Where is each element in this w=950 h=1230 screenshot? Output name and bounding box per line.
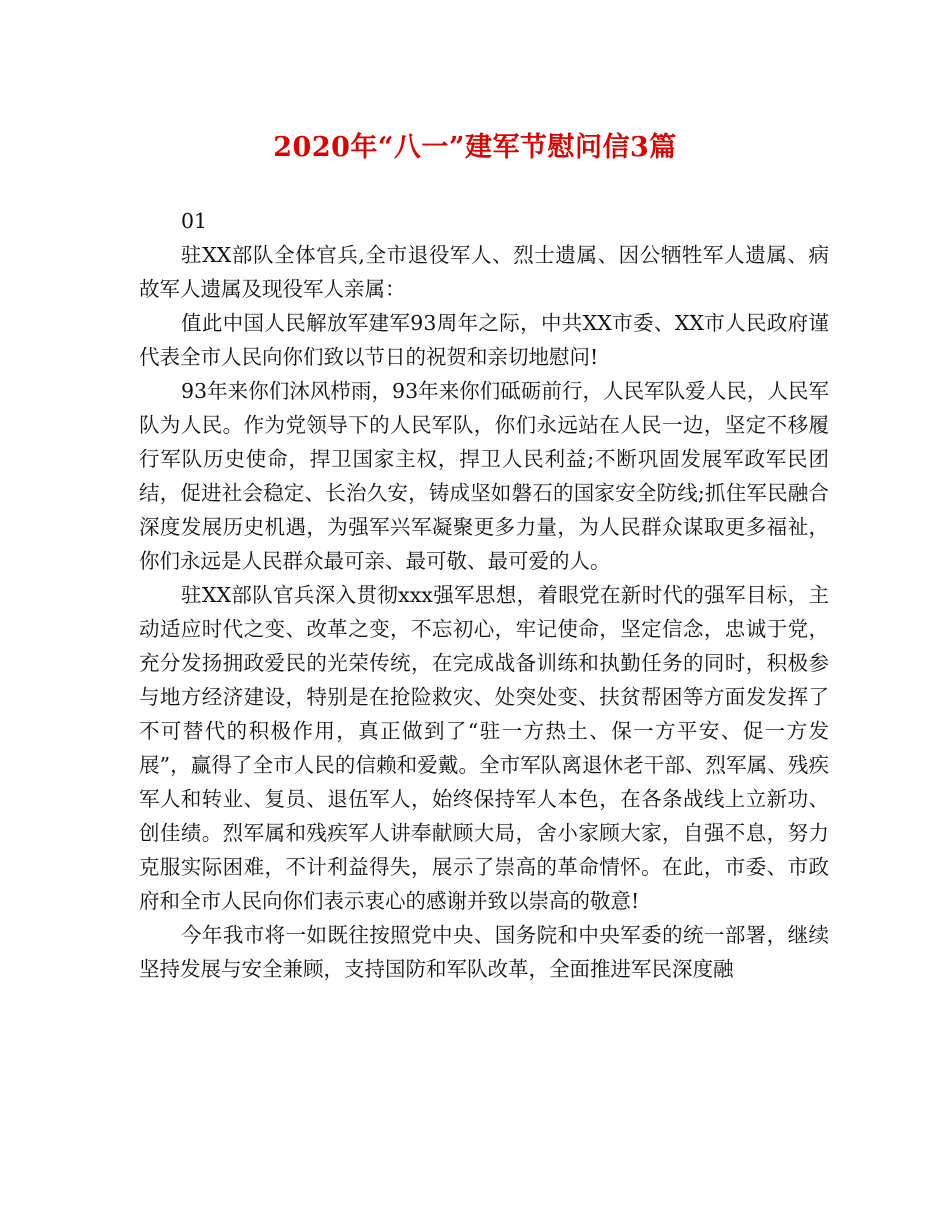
paragraph-greeting: 值此中国人民解放军建军93周年之际，中共XX市委、XX市人民政府谨代表全市人民向你们致以节日的祝贺和亲切地慰问! — [139, 311, 829, 369]
document-title: 2020年“八一”建军节慰问信3篇 — [273, 132, 677, 163]
paragraph-plans: 今年我市将一如既往按照党中央、国务院和中央军委的统一部署，继续坚持发展与安全兼顾，支持国防和军队改革，全面推进军民深度融 — [139, 923, 829, 981]
document-body — [139, 204, 829, 986]
paragraph-history: 93年来你们沐风栉雨，93年来你们砥砺前行，人民军队爱人民，人民军队为人民。作为党领导下的人民军队，你们永远站在人民一边，坚定不移履行军队历史使命，捍卫国家主权，捍卫人民利益;不断巩固发展军政军民团结，促进社会稳定、长治久安，铸成坚如磐石的国家安全防线;抓住军民融合深度发展历史机遇，为强军兴军凝聚更多力量，为人民群众谋取更多福祉，你们永远是人民群众最可亲、最可敬、最可爱的人。 — [139, 379, 829, 573]
paragraph-salutation: 驻XX部队全体官兵,全市退役军人、烈士遗属、因公牺牲军人遗属、病故军人遗属及现役军人亲属： — [139, 243, 829, 301]
paragraph-achievements: 驻XX部队官兵深入贯彻xxx强军思想，着眼党在新时代的强军目标，主动适应时代之变、改革之变，不忘初心，牢记使命，坚定信念，忠诚于党，充分发扬拥政爱民的光荣传统，在完成战备训练和执勤任务的同时，积极参与地方经济建设，特别是在抢险救灾、处突处变、扶贫帮困等方面发发挥了不可替代的积极作用，真正做到了“驻一方热土、保一方平安、促一方发展”，赢得了全市人民的信赖和爱戴。全市军队离退休老干部、烈军属、残疾军人和转业、复员、退伍军人，始终保持军人本色，在各条战线上立新功、创佳绩。烈军属和残疾军人讲奉献顾大局，舍小家顾大家，自强不息，努力克服实际困难，不计利益得失，展示了崇高的革命情怀。在此，市委、市政府和全市人民向你们表示衷心的感谢并致以崇高的敬意! — [139, 583, 829, 913]
section-number: 01 — [181, 209, 208, 233]
